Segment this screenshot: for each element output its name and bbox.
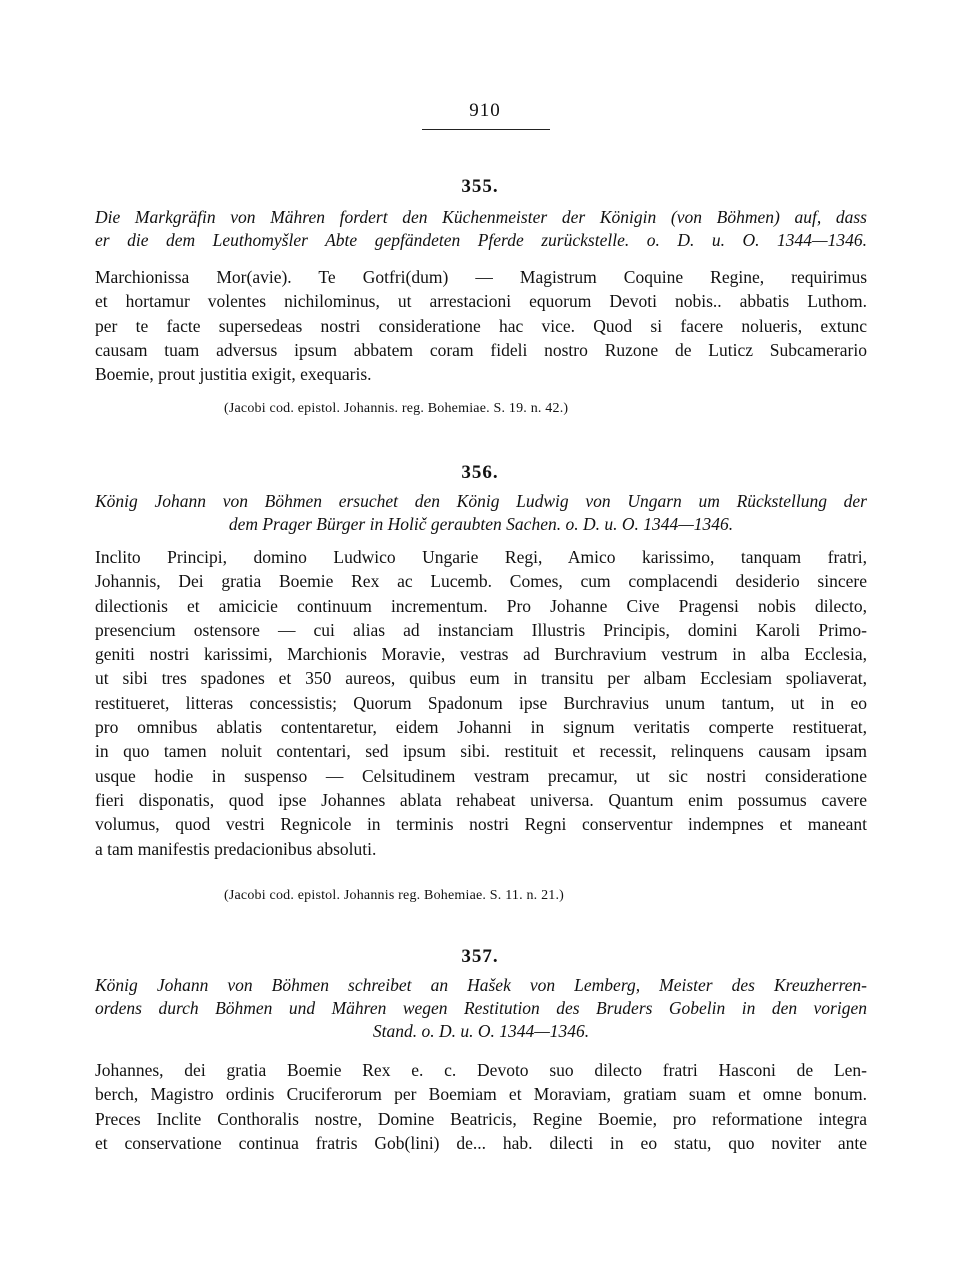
entry-number: 357. (461, 946, 499, 967)
entry-number: 356. (461, 462, 499, 483)
body-line: restitueret, litteras concessistis; Quorum Spadonum ipse Burchravius unum tantum, ut in eo (95, 692, 867, 713)
heading-line: dem Prager Bürger in Holič geraubten Sachen. o. D. u. O. 1344—1346. (228, 514, 734, 534)
entry-body (95, 1058, 867, 1155)
heading-line: er die dem Leuthomyšler Abte gepfändeten Pferde zurückstelle. o. D. u. O. 1344—1346. (95, 230, 867, 250)
body-line: Marchionissa Mor(avie). Te Gotfri(dum) — Magistrum Coquine Regine, requirimus (95, 267, 867, 287)
body-line: presencium ostensore — cui alias ad instanciam Illustris Principis, domini Karoli Primo- (95, 619, 867, 640)
heading-line: Stand. o. D. u. O. 1344—1346. (372, 1021, 590, 1041)
body-line: per te facte supersedeas nostri consideratione hac vice. Quod si facere nolueris, extunc (95, 315, 867, 336)
body-line: ut sibi tres spadones et 350 aureos, quibus eum in transitu per albam Ecclesiam spoliaverat, (95, 668, 867, 689)
body-line: in quo tamen noluit contentari, sed ipsum sibi. restituit et recessit, relinquens causam ipsam (95, 741, 867, 762)
body-line: fieri disponatis, quod ipse Johannes ablata rehabeat universa. Quantum enim possumus cavere (95, 789, 867, 810)
heading-line: König Johann von Böhmen ersuchet den König Ludwig von Ungarn um Rückstellung der (95, 491, 867, 511)
body-line: Johannis, Dei gratia Boemie Rex ac Lucemb. Comes, cum complacendi desiderio sincere (95, 571, 867, 592)
body-line: pro omnibus ablatis contentaretur, eidem Johanni in signum veritatis comperte restituerat, (95, 717, 867, 738)
entry-heading (95, 974, 867, 1043)
body-line: Preces Inclite Conthoralis nostre, Domine Beatricis, Regine Boemie, pro reformatione integra (95, 1108, 867, 1129)
body-line: volumus, quod vestri Regnicole in terminis nostri Regni conserventur indempnes et maneant (95, 814, 867, 835)
body-line: a tam manifestis predacionibus absoluti. (95, 838, 377, 859)
entry-heading (95, 206, 867, 252)
source-citation: (Jacobi cod. epistol. Johannis. reg. Bohemiae. S. 19. n. 42.) (224, 401, 569, 416)
body-line: Inclito Principi, domino Ludwico Ungarie Regi, Amico karissimo, tanquam fratri, (95, 547, 867, 567)
entry-body (95, 265, 867, 386)
body-line: et hortamur volentes nichilominus, ut arrestacioni equorum Devoti nobis.. abbatis Luthom. (95, 291, 867, 312)
body-line: geniti nostri karissimi, Marchionis Moravie, vestras ad Burchravium vestrum in alba Ecclesia, (95, 644, 867, 665)
body-line: et conservatione continua fratris Gob(lini) de... hab. dilecti in eo statu, quo noviter ante (95, 1132, 867, 1153)
heading-line: König Johann von Böhmen schreibet an Hašek von Lemberg, Meister des Kreuzherren- (95, 975, 867, 995)
heading-line: ordens durch Böhmen und Mähren wegen Restitution des Bruders Gobelin in den vorigen (95, 998, 867, 1018)
body-line: causam tuam adversus ipsum abbatem coram fideli nostro Ruzone de Luticz Subcamerario (95, 339, 867, 360)
body-line: Johannes, dei gratia Boemie Rex e. c. Devoto suo dilecto fratri Hasconi de Len- (95, 1060, 867, 1080)
page-number: 910 (469, 100, 501, 121)
page-number-rule (422, 129, 550, 130)
source-citation: (Jacobi cod. epistol. Johannis reg. Bohemiae. S. 11. n. 21.) (224, 888, 565, 903)
body-line: Boemie, prout justitia exigit, exequaris. (95, 364, 372, 385)
body-line: usque hodie in suspenso — Celsitudinem vestram precamur, ut sic nostri consideratione (95, 765, 867, 786)
body-line: berch, Magistro ordinis Cruciferorum per Boemiam et Moraviam, gratiam suam et omne bonum. (95, 1084, 867, 1105)
body-line: dilectionis et amicicie continuum incrementum. Pro Johanne Cive Pragensi nobis dilecto, (95, 595, 867, 616)
entry-body (95, 545, 867, 861)
entry-number: 355. (461, 176, 499, 197)
entry-heading (95, 490, 867, 536)
heading-line: Die Markgräfin von Mähren fordert den Küchenmeister der Königin (von Böhmen) auf, dass (95, 207, 867, 227)
